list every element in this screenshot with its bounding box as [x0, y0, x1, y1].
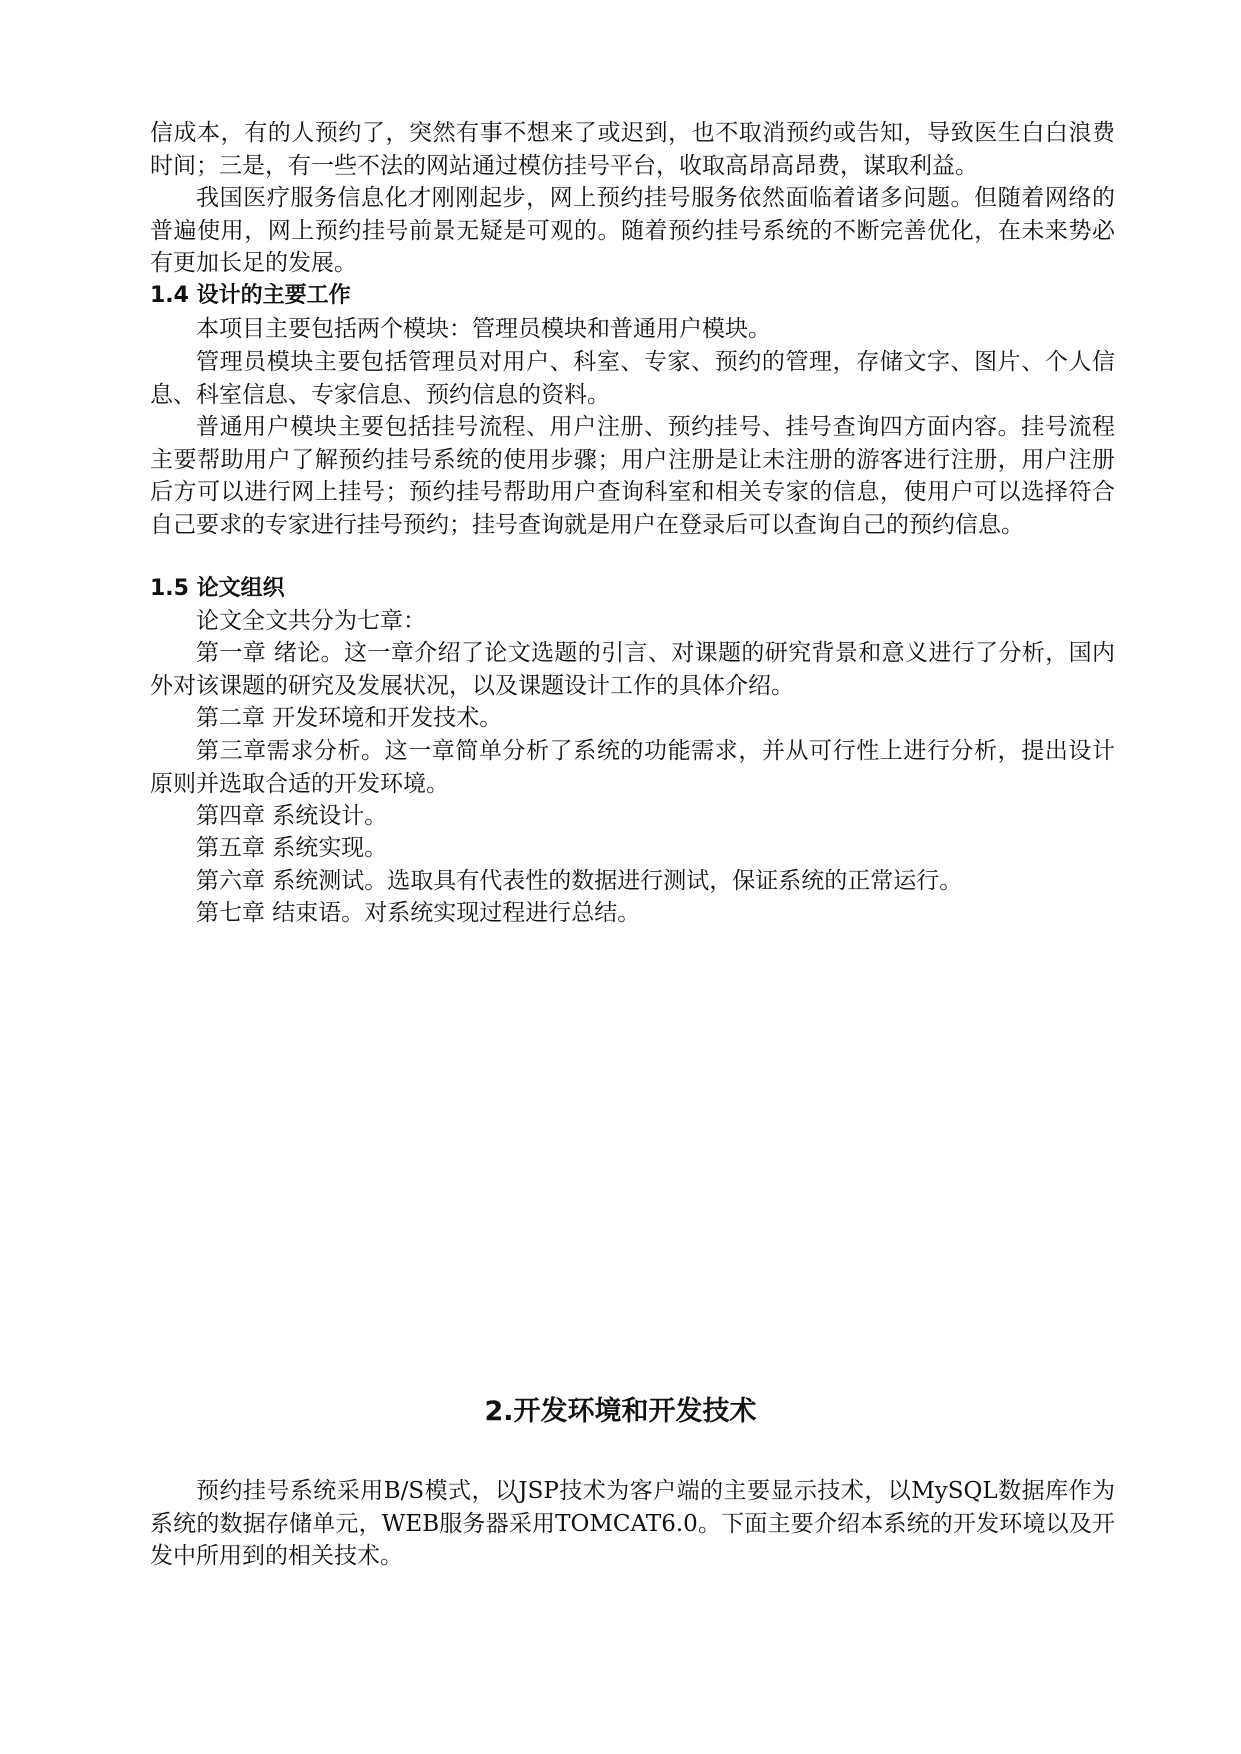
paragraph-outlook: 我国医疗服务信息化才刚刚起步，网上预约挂号服务依然面临着诸多问题。但随着网络的普遍使用，网上预约挂号前景无疑是可观的。随着预约挂号系统的不断完善优化，在未来势必有更加长足的发展。	[150, 185, 1115, 276]
paragraph-continued: 信成本，有的人预约了，突然有事不想来了或迟到，也不取消预约或告知，导致医生白白浪费时间；三是，有一些不法的网站通过模仿挂号平台，收取高昂高昂费，谋取利益。	[150, 120, 1115, 179]
paragraph-admin-module: 管理员模块主要包括管理员对用户、科室、专家、预约的管理，存储文字、图片、个人信息、科室信息、专家信息、预约信息的资料。	[150, 349, 1115, 408]
paragraph-chapter-5: 第五章 系统实现。	[196, 835, 388, 861]
section-heading-1-4: 1.4 设计的主要工作	[150, 283, 351, 308]
paragraph-chapters-intro: 论文全文共分为七章：	[196, 608, 426, 634]
paragraph-chapter-7: 第七章 结束语。对系统实现过程进行总结。	[196, 900, 641, 926]
section-heading-1-5: 1.5 论文组织	[150, 576, 285, 601]
paragraph-chapter-2: 第二章 开发环境和开发技术。	[196, 705, 503, 731]
paragraph-chapter-1: 第一章 绪论。这一章介绍了论文选题的引言、对课题的研究背景和意义进行了分析，国内外对该课题的研究及发展状况，以及课题设计工作的具体介绍。	[150, 640, 1115, 699]
paragraph-chapter-3: 第三章需求分析。这一章简单分析了系统的功能需求，并从可行性上进行分析，提出设计原则并选取合适的开发环境。	[150, 738, 1115, 797]
paragraph-chapter-2-intro: 预约挂号系统采用B/S模式，以JSP技术为客户端的主要显示技术，以MySQL数据库作为系统的数据存储单元，WEB服务器采用TOMCAT6.0。下面主要介绍本系统的开发环境以及开发中所用到的相关技术。	[150, 1478, 1115, 1569]
paragraph-chapter-6: 第六章 系统测试。选取具有代表性的数据进行测试，保证系统的正常运行。	[196, 868, 963, 894]
paragraph-modules: 本项目主要包括两个模块：管理员模块和普通用户模块。	[196, 316, 771, 342]
paragraph-user-module: 普通用户模块主要包括挂号流程、用户注册、预约挂号、挂号查询四方面内容。挂号流程主要帮助用户了解预约挂号系统的使用步骤；用户注册是让未注册的游客进行注册，用户注册后方可以进行网上挂号；预约挂号帮助用户查询科室和相关专家的信息，使用户可以选择符合自己要求的专家进行挂号预约；挂号查询就是用户在登录后可以查询自己的预约信息。	[150, 414, 1115, 538]
chapter-2-title: 2.开发环境和开发技术	[484, 1396, 757, 1427]
paragraph-chapter-4: 第四章 系统设计。	[196, 803, 388, 829]
